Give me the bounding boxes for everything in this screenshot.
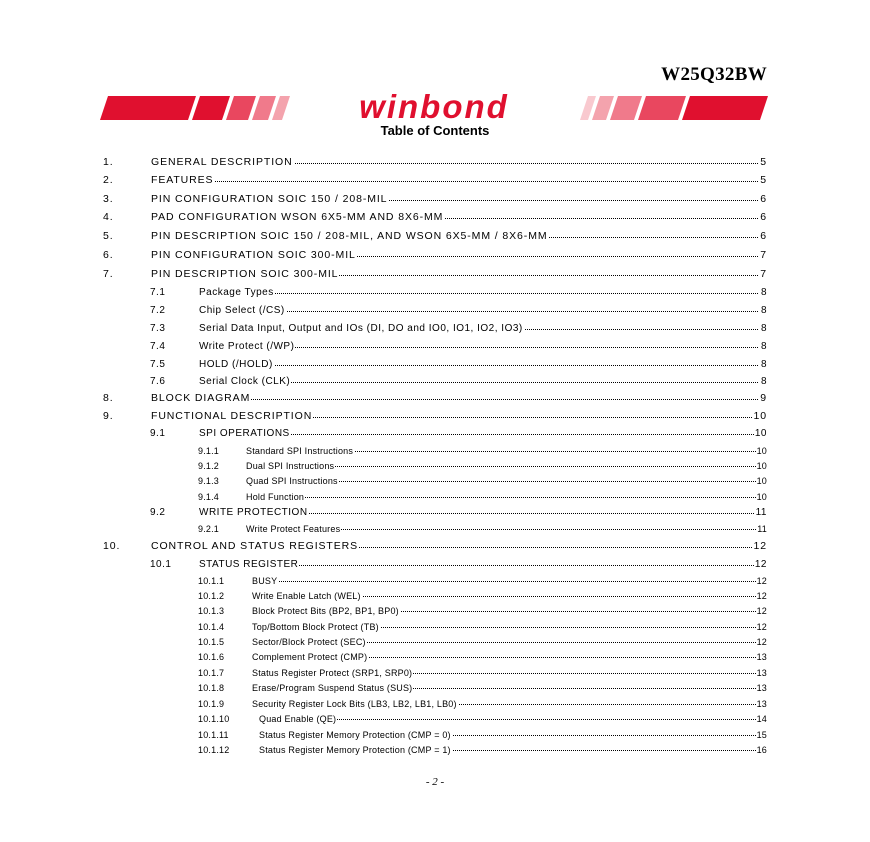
logo-wordmark: winbond <box>359 94 509 122</box>
toc-section-title: Security Register Lock Bits (LB3, LB2, LB1, LB0) <box>252 699 457 709</box>
toc-page-number: 6 <box>760 193 767 205</box>
toc-page-number: 8 <box>760 305 767 316</box>
toc-leader-dots <box>252 581 758 582</box>
toc-entry[interactable] <box>0 631 870 647</box>
toc-leader-dots <box>199 365 758 366</box>
toc-entry[interactable] <box>0 724 870 740</box>
toc-section-title: Status Register Protect (SRP1, SRP0) <box>252 668 413 678</box>
toc-section-title: Dual SPI Instructions <box>246 461 335 471</box>
toc-page-number: 10 <box>756 461 767 471</box>
toc-section-title: Standard SPI Instructions <box>246 446 354 456</box>
toc-section-title: Block Protect Bits (BP2, BP1, BP0) <box>252 606 399 616</box>
toc-entry[interactable] <box>0 708 870 724</box>
toc-section-number: 10.1 <box>150 559 172 570</box>
toc-section-number: 10.1.8 <box>198 683 225 693</box>
toc-section-number: 9.1.4 <box>198 492 220 502</box>
toc-page-number: 13 <box>756 668 767 678</box>
toc-section-title: Write Protect (/WP) <box>199 341 295 352</box>
toc-entry[interactable] <box>0 470 870 486</box>
toc-section-title: FEATURES <box>151 174 214 186</box>
toc-section-title: BUSY <box>252 576 278 586</box>
toc-entry[interactable] <box>0 264 870 280</box>
logo-stripe <box>610 96 642 120</box>
toc-entry[interactable] <box>0 282 870 298</box>
toc-page-number: 6 <box>760 230 767 242</box>
toc-section-title: Serial Data Input, Output and IOs (DI, DO and IO0, IO1, IO2, IO3) <box>199 323 523 334</box>
toc-section-number: 10.1.7 <box>198 668 225 678</box>
toc-section-title: PIN DESCRIPTION SOIC 300-MIL <box>151 268 339 280</box>
toc-page-number: 8 <box>760 376 767 387</box>
toc-section-number: 7.4 <box>150 341 166 352</box>
toc-entry[interactable] <box>0 502 870 518</box>
toc-section-number: 10.1.5 <box>198 637 225 647</box>
logo-stripe <box>252 96 276 120</box>
toc-section-number: 5. <box>103 230 114 242</box>
toc-page-number: 10 <box>756 446 767 456</box>
toc-page-number: 11 <box>757 524 767 534</box>
toc-page-number: 11 <box>755 507 767 518</box>
toc-page-number: 8 <box>760 341 767 352</box>
toc-section-number: 9.1.3 <box>198 476 220 486</box>
toc-entry[interactable] <box>0 693 870 709</box>
page-number: - 2 - <box>425 776 445 788</box>
toc-page-number: 13 <box>756 699 767 709</box>
toc-page-number: 10 <box>753 410 767 422</box>
toc-entry[interactable] <box>0 388 870 404</box>
toc-section-number: 9.2.1 <box>198 524 220 534</box>
toc-entry[interactable] <box>0 245 870 261</box>
toc-page-number: 14 <box>756 714 767 724</box>
toc-section-title: Sector/Block Protect (SEC) <box>252 637 366 647</box>
winbond-logo-band <box>100 94 768 122</box>
toc-section-number: 3. <box>103 193 114 205</box>
toc-section-number: 1. <box>103 156 114 168</box>
logo-stripe <box>682 96 768 120</box>
toc-section-title: PIN CONFIGURATION SOIC 150 / 208-MIL <box>151 193 388 205</box>
toc-section-title: Write Enable Latch (WEL) <box>252 591 361 601</box>
part-number: W25Q32BW <box>661 64 767 85</box>
toc-section-number: 7.5 <box>150 359 166 370</box>
toc-section-number: 10.1.10 <box>198 714 230 724</box>
toc-page-number: 7 <box>760 249 767 261</box>
toc-entry[interactable] <box>0 152 870 168</box>
toc-section-number: 7. <box>103 268 114 280</box>
toc-page-number: 12 <box>756 622 767 632</box>
toc-section-title: Top/Bottom Block Protect (TB) <box>252 622 379 632</box>
toc-page-number: 12 <box>756 591 767 601</box>
toc-section-title: Erase/Program Suspend Status (SUS) <box>252 683 413 693</box>
toc-entry[interactable] <box>0 486 870 502</box>
toc-entry[interactable] <box>0 170 870 186</box>
toc-entry[interactable] <box>0 518 870 534</box>
toc-entry[interactable] <box>0 406 870 422</box>
toc-entry[interactable] <box>0 739 870 755</box>
toc-entry[interactable] <box>0 646 870 662</box>
toc-section-number: 4. <box>103 211 114 223</box>
toc-section-title: Write Protect Features <box>246 524 341 534</box>
toc-entry[interactable] <box>0 423 870 439</box>
toc-entry[interactable] <box>0 440 870 456</box>
toc-section-number: 10.1.12 <box>198 745 230 755</box>
toc-section-title: WRITE PROTECTION <box>199 507 308 518</box>
toc-section-title: Hold Function <box>246 492 305 502</box>
toc-page-number: 8 <box>760 323 767 334</box>
toc-page-number: 7 <box>760 268 767 280</box>
toc-section-number: 7.2 <box>150 305 166 316</box>
toc-page-number: 12 <box>754 559 767 570</box>
toc-section-title: PIN CONFIGURATION SOIC 300-MIL <box>151 249 356 261</box>
logo-stripe <box>592 96 614 120</box>
toc-leader-dots <box>151 181 758 182</box>
toc-section-title: Complement Protect (CMP) <box>252 652 368 662</box>
toc-section-number: 7.3 <box>150 323 166 334</box>
toc-page-number: 12 <box>753 540 767 552</box>
toc-entry[interactable] <box>0 189 870 205</box>
toc-section-number: 10.1.6 <box>198 652 225 662</box>
toc-section-number: 10.1.11 <box>198 730 229 740</box>
toc-page-number: 12 <box>756 606 767 616</box>
toc-section-number: 9.1 <box>150 428 166 439</box>
toc-section-title: STATUS REGISTER <box>199 559 299 570</box>
toc-section-number: 10.1.2 <box>198 591 225 601</box>
toc-section-number: 7.1 <box>150 287 166 298</box>
toc-page-number: 10 <box>756 492 767 502</box>
toc-section-title: Serial Clock (CLK) <box>199 376 291 387</box>
toc-section-title: Status Register Memory Protection (CMP = 1) <box>259 745 451 755</box>
toc-entry[interactable] <box>0 371 870 387</box>
toc-page-number: 10 <box>756 476 767 486</box>
logo-stripe <box>100 96 196 120</box>
toc-entry[interactable] <box>0 616 870 632</box>
toc-page-number: 10 <box>754 428 767 439</box>
toc-section-title: Quad SPI Instructions <box>246 476 338 486</box>
toc-entry[interactable] <box>0 536 870 552</box>
toc-page-number: 15 <box>756 730 767 740</box>
toc-entry[interactable] <box>0 677 870 693</box>
toc-entry[interactable] <box>0 554 870 570</box>
toc-page-number: 9 <box>760 392 767 404</box>
toc-page-number: 13 <box>756 683 767 693</box>
toc-section-number: 2. <box>103 174 114 186</box>
toc-section-number: 9.1.2 <box>198 461 220 471</box>
toc-page-number: 12 <box>756 637 767 647</box>
toc-section-title: FUNCTIONAL DESCRIPTION <box>151 410 313 422</box>
toc-section-number: 7.6 <box>150 376 166 387</box>
toc-entry[interactable] <box>0 207 870 223</box>
toc-page-number: 5 <box>760 156 767 168</box>
toc-section-title: BLOCK DIAGRAM <box>151 392 251 404</box>
toc-title: Table of Contents <box>380 123 490 138</box>
toc-entry[interactable] <box>0 455 870 471</box>
toc-section-number: 10.1.9 <box>198 699 225 709</box>
toc-section-number: 10.1.4 <box>198 622 225 632</box>
toc-leader-dots <box>199 293 758 294</box>
toc-section-title: PIN DESCRIPTION SOIC 150 / 208-MIL, AND WSON 6X5-MM / 8X6-MM <box>151 230 548 242</box>
logo-stripe <box>226 96 256 120</box>
toc-section-number: 9.2 <box>150 507 166 518</box>
toc-section-title: GENERAL DESCRIPTION <box>151 156 293 168</box>
toc-section-number: 8. <box>103 392 114 404</box>
toc-section-number: 10. <box>103 540 121 552</box>
toc-entry[interactable] <box>0 585 870 601</box>
toc-section-title: SPI OPERATIONS <box>199 428 290 439</box>
toc-leader-dots <box>246 497 758 498</box>
toc-entry[interactable] <box>0 354 870 370</box>
toc-entry[interactable] <box>0 318 870 334</box>
toc-section-number: 6. <box>103 249 114 261</box>
toc-section-title: PAD CONFIGURATION WSON 6X5-MM AND 8X6-MM <box>151 211 444 223</box>
toc-section-title: Status Register Memory Protection (CMP = 0) <box>259 730 451 740</box>
toc-section-number: 10.1.3 <box>198 606 225 616</box>
toc-entry[interactable] <box>0 300 870 316</box>
logo-stripe <box>638 96 686 120</box>
toc-section-number: 9. <box>103 410 114 422</box>
toc-page-number: 13 <box>756 652 767 662</box>
toc-section-title: Chip Select (/CS) <box>199 305 285 316</box>
toc-entry[interactable] <box>0 336 870 352</box>
toc-section-number: 9.1.1 <box>198 446 220 456</box>
toc-page-number: 12 <box>756 576 767 586</box>
toc-section-title: Quad Enable (QE) <box>259 714 337 724</box>
logo-stripe <box>192 96 230 120</box>
toc-section-number: 10.1.1 <box>198 576 225 586</box>
toc-entry[interactable] <box>0 226 870 242</box>
toc-section-title: Package Types <box>199 287 274 298</box>
toc-entry[interactable] <box>0 662 870 678</box>
toc-page-number: 8 <box>760 287 767 298</box>
toc-page-number: 8 <box>760 359 767 370</box>
toc-entry[interactable] <box>0 570 870 586</box>
toc-section-title: CONTROL AND STATUS REGISTERS <box>151 540 359 552</box>
toc-section-title: HOLD (/HOLD) <box>199 359 273 370</box>
toc-entry[interactable] <box>0 600 870 616</box>
toc-page-number: 16 <box>756 745 767 755</box>
toc-page-number: 5 <box>760 174 767 186</box>
toc-page-number: 6 <box>760 211 767 223</box>
